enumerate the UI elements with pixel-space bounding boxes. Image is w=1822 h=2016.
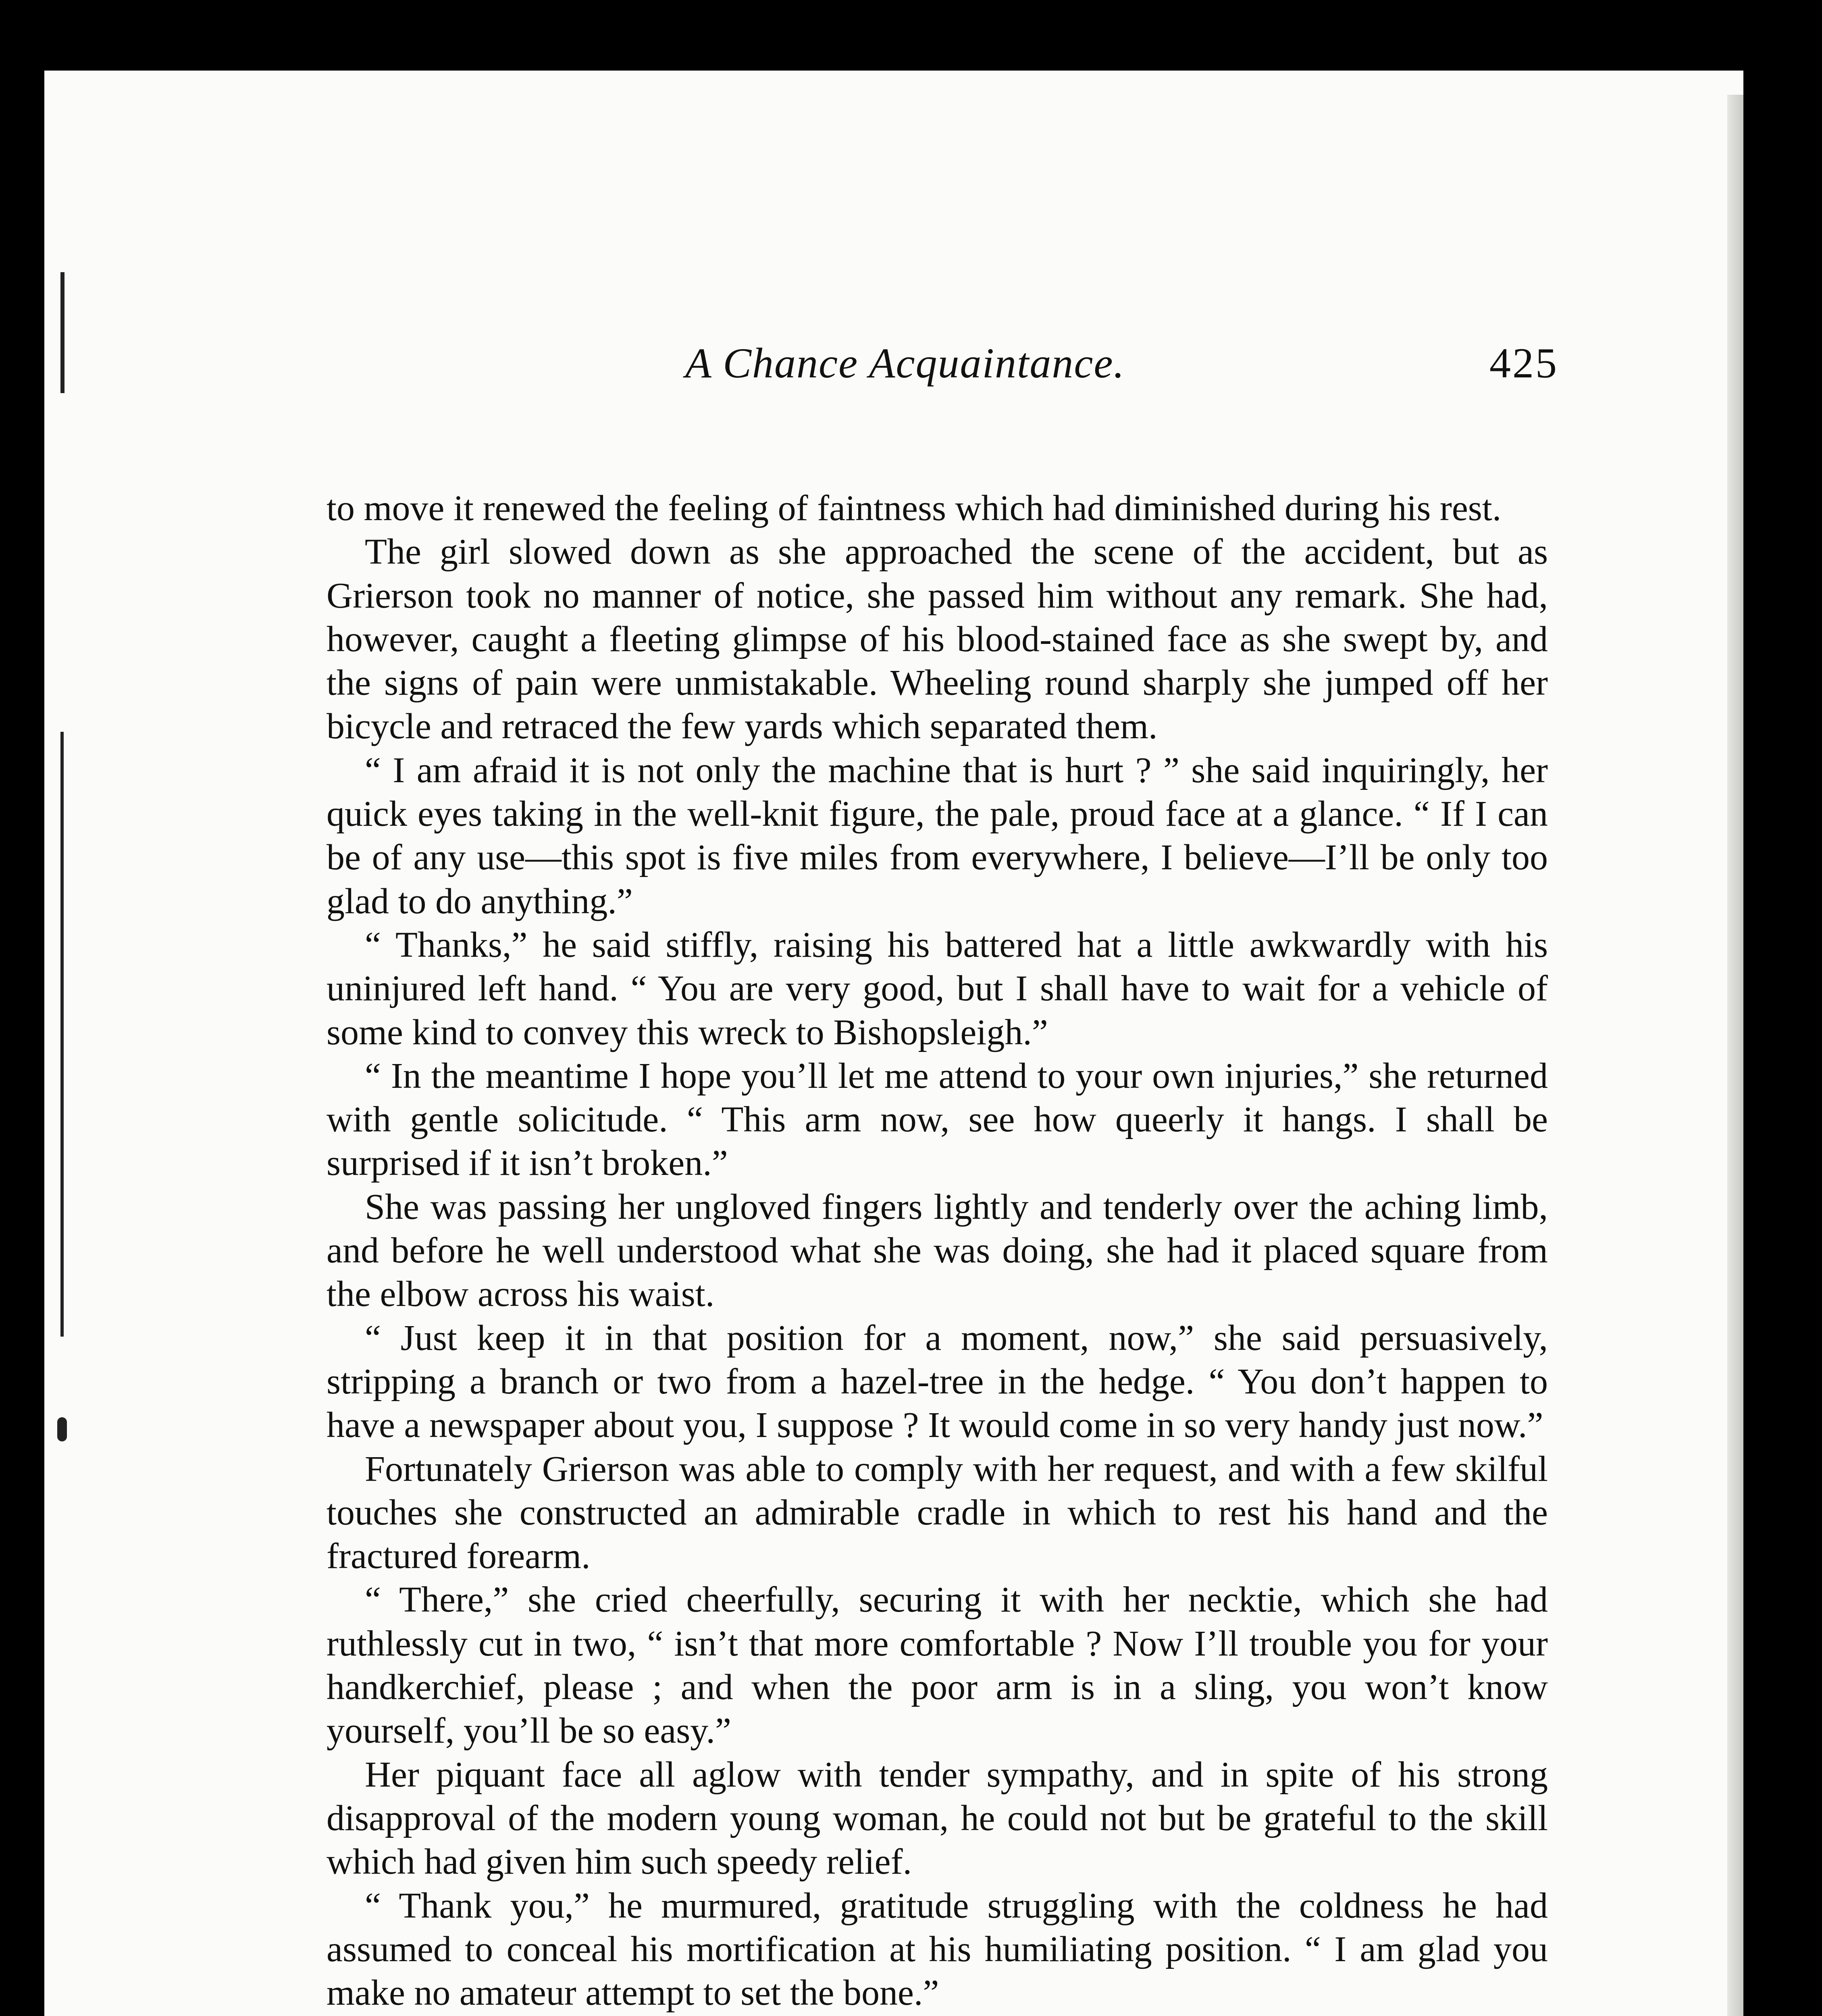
- paragraph: Her piquant face all aglow with tender sympathy, and in spite of his strong disapproval of the modern young woman, he could not but be grateful to the skill which had given him such speedy relief.: [327, 1754, 1548, 1882]
- running-head: [44, 339, 1743, 395]
- paragraph: to move it renewed the feeling of faintness which had diminished during his rest.: [327, 488, 1502, 528]
- binding-mark: [60, 732, 64, 1337]
- running-head-title: A Chance Acquaintance.: [685, 339, 1125, 387]
- paragraph: “ Thanks,” he said stiffly, raising his battered hat a little awkwardly with his uninjured left hand. “ You are very good, but I shall have to wait for a vehicle of some kind to convey this wreck to Bishopsleigh.”: [327, 925, 1548, 1052]
- paragraph: The girl slowed down as she approached the scene of the accident, but as Grierson took no manner of notice, she passed him without any remark. She had, however, caught a fleeting glimpse of his blood-stained face as she swept by, and the signs of pain were unmistakable. Wheeling round sharply she jumped off her bicycle and retraced the few yards which separated them.: [327, 532, 1548, 747]
- binding-mark: [57, 1417, 67, 1441]
- paragraph: “ Just keep it in that position for a moment, now,” she said persuasively, stripping a branch or two from a hazel-tree in the hedge. “ You don’t happen to have a newspaper about you, I suppose ? It would come in so very handy just now.”: [327, 1318, 1548, 1445]
- book-page: [44, 71, 1743, 2016]
- paragraph: “ There,” she cried cheerfully, securing it with her necktie, which she had ruthlessly cut in two, “ isn’t that more comfortable ? Now I’ll trouble you for your handkerchief, please ; and when the poor arm is in a sling, you won’t know yourself, you’ll be so easy.”: [327, 1580, 1548, 1751]
- paragraph: “ Thank you,” he murmured, gratitude struggling with the coldness he had assumed to conceal his mortification at his humiliating position. “ I am glad you make no amateur attempt to set the bone.”: [327, 1885, 1548, 2013]
- body-text: [327, 487, 1548, 2016]
- paragraph: “ I am afraid it is not only the machine that is hurt ? ” she said inquiringly, her quick eyes taking in the well-knit figure, the pale, proud face at a glance. “ If I can be of any use—this spot is five miles from everywhere, I believe—I’ll be only too glad to do anything.”: [327, 750, 1548, 921]
- paragraph: She was passing her ungloved fingers lightly and tenderly over the aching limb, and before he well understood what she was doing, she had it placed square from the elbow across his waist.: [327, 1187, 1548, 1314]
- paragraph: “ In the meantime I hope you’ll let me attend to your own injuries,” she returned with gentle solicitude. “ This arm now, see how queerly it hangs. I shall be surprised if it isn’t broken.”: [327, 1056, 1548, 1183]
- page-number: 425: [1489, 339, 1558, 387]
- paragraph: Fortunately Grierson was able to comply with her request, and with a few skilful touches she constructed an admirable cradle in which to rest his hand and the fractured forearm.: [327, 1449, 1548, 1577]
